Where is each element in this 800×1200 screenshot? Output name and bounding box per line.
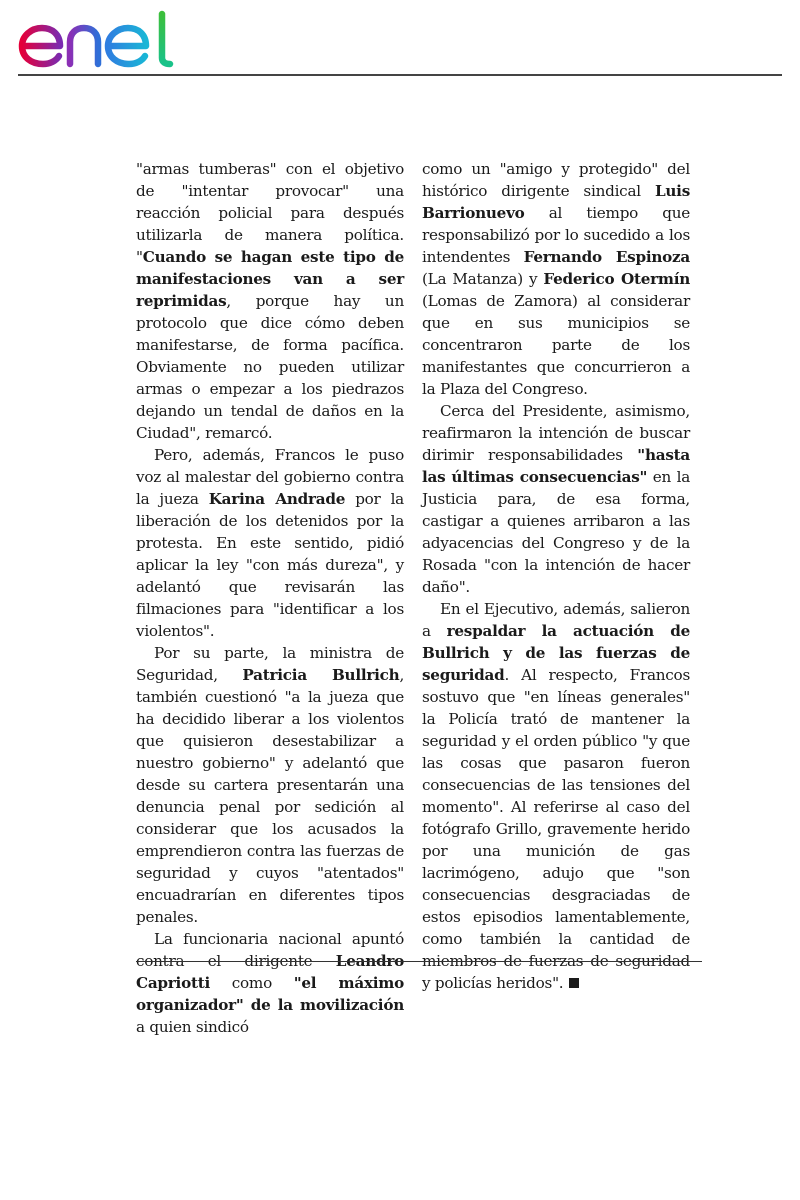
highlight-text: Luis Barrionuevo bbox=[422, 182, 690, 222]
article-paragraph bbox=[422, 598, 690, 994]
highlight-text: Cuando se hagan este tipo de manifestaciones van a ser reprimidas bbox=[136, 248, 404, 310]
paragraph-text: Cerca del Presidente, asimismo, reafirmaron la intención de buscar dirimir responsabilidades bbox=[422, 402, 690, 464]
paragraph-text: Por su parte, la ministra de Seguridad, bbox=[136, 644, 404, 684]
article-paragraph bbox=[136, 928, 404, 1038]
logo-letter-l bbox=[162, 14, 170, 64]
paragraph-text: como bbox=[210, 974, 294, 992]
paragraph-text: , también cuestionó "a la jueza que ha decidido liberar a los violentos que quisieron desestabilizar a nuestro gobierno" y adelantó que desde su cartera presentarán una denuncia penal por sedición al considerar que los acusados la emprendieron contra las fuerzas de seguridad y cuyos "atentados" encuadrarían en diferentes tipos penales. bbox=[136, 666, 405, 926]
paragraph-text: al tiempo que responsabilizó por lo sucedido a los intendentes bbox=[422, 204, 690, 266]
article-paragraph bbox=[136, 158, 404, 444]
paragraph-text: Pero, además, Francos le puso voz al malestar del gobierno contra la jueza bbox=[136, 446, 404, 508]
article-column-left bbox=[136, 158, 404, 1038]
paragraph-text: como un "amigo y protegido" del histórico dirigente sindical bbox=[422, 160, 690, 200]
paragraph-text: por la liberación de los detenidos por la protesta. En este sentido, pidió aplicar la ley "con más dureza", y adelantó que revisarán las filmaciones para "identificar a los violentos". bbox=[136, 490, 404, 640]
logo-letter-n bbox=[70, 28, 98, 64]
paragraph-text: (Lomas de Zamora) al considerar que en sus municipios se concentraron parte de los manifestantes que concurrieron a la Plaza del Congreso. bbox=[422, 292, 690, 398]
paragraph-text: "armas tumberas" con el objetivo de "intentar provocar" una reacción policial para después utilizarla de manera política. " bbox=[136, 160, 404, 266]
paragraph-text: , porque hay un protocolo que dice cómo deben manifestarse, de forma pacífica. Obviamente no pueden utilizar armas o empezar a los piedrazos dejando un tendal de daños en la Ciudad", remarcó. bbox=[136, 292, 404, 442]
article-paragraph bbox=[422, 400, 690, 598]
highlight-text: Patricia Bullrich bbox=[242, 666, 400, 684]
article-paragraph bbox=[136, 642, 404, 928]
paragraph-text: En el Ejecutivo, además, salieron a bbox=[422, 600, 690, 640]
highlight-text: Leandro Capriotti bbox=[136, 952, 404, 992]
article-paragraph bbox=[136, 444, 404, 642]
highlight-text: Federico Otermín bbox=[543, 270, 691, 288]
header-rule bbox=[18, 74, 782, 76]
logo-letter-e2 bbox=[108, 28, 146, 64]
article-paragraph bbox=[422, 158, 690, 400]
paragraph-text: a quien sindicó bbox=[136, 1018, 249, 1036]
highlight-text: Karina Andrade bbox=[208, 490, 346, 508]
paragraph-text: La funcionaria nacional apuntó contra el dirigente bbox=[136, 930, 404, 970]
highlight-text: "hasta las últimas consecuencias" bbox=[422, 446, 690, 486]
highlight-text: "el máximo organizador" de la movilización bbox=[136, 974, 404, 1014]
highlight-text: Fernando Espinoza bbox=[523, 248, 691, 266]
article-column-right bbox=[422, 158, 690, 994]
paragraph-text: . Al respecto, Francos sostuvo que "en líneas generales" la Policía trató de mantener la seguridad y el orden público "y que las cosas que pasaron fueron consecuencias de las tensiones del momento". Al referirse al caso del fotógrafo Grillo, gravemente herido por una munición de gas lacrimógeno, adujo que "son consecuencias desgraciadas de estos episodios lamentablemente, como también la cantidad de miembros de fuerzas de seguridad y policías heridos". bbox=[422, 666, 690, 992]
paragraph-text: (La Matanza) y bbox=[422, 270, 544, 288]
logo-letter-e1 bbox=[22, 28, 60, 64]
enel-logo bbox=[16, 8, 176, 72]
end-of-article-mark bbox=[569, 978, 579, 988]
paragraph-text: en la Justicia para, de esa forma, castigar a quienes arribaron a las adyacencias del Congreso y de la Rosada "con la intención de hacer daño". bbox=[422, 468, 690, 596]
article-end-rule bbox=[136, 961, 702, 962]
highlight-text: respaldar la actuación de Bullrich y de las fuerzas de seguridad bbox=[422, 622, 690, 684]
